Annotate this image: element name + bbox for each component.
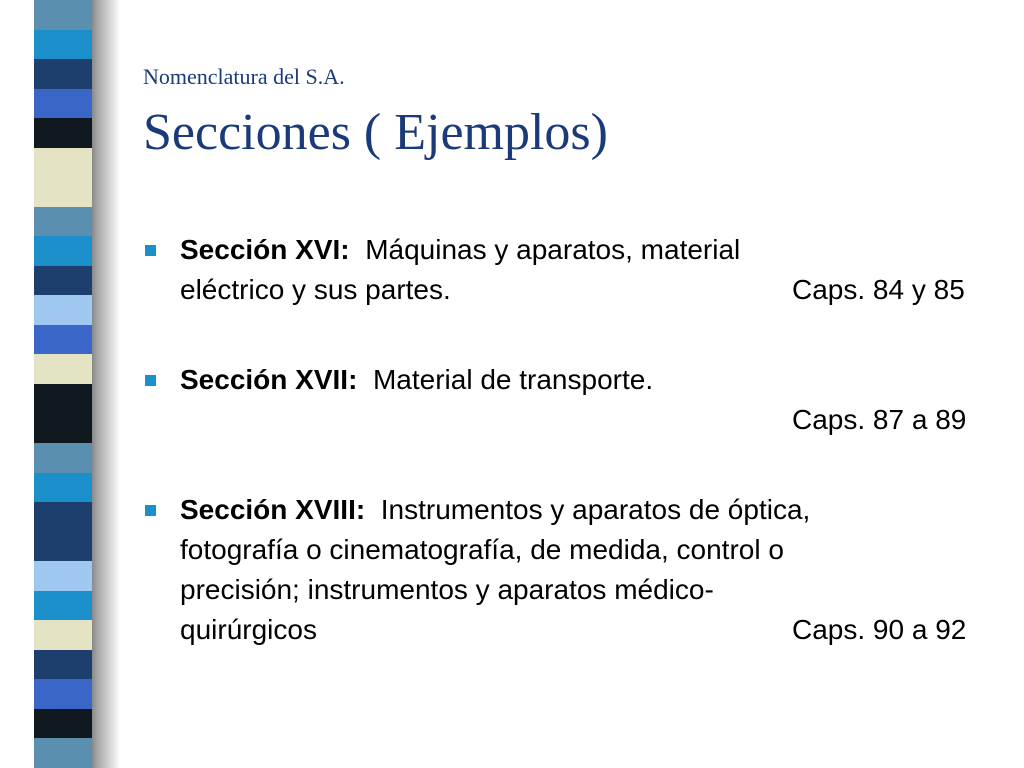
stripe-band [34, 207, 92, 237]
section-label: Sección XVIII: [180, 494, 366, 525]
stripe-band [34, 679, 92, 709]
list-item-section-xviii [145, 490, 995, 650]
stripe-band [34, 266, 92, 296]
stripe-band [34, 473, 92, 503]
section-description: eléctrico y sus partes. [180, 274, 451, 305]
section-description: Máquinas y aparatos, material [365, 234, 741, 265]
square-bullet-icon [145, 375, 156, 386]
stripe-band [34, 502, 92, 532]
stripe-band [34, 650, 92, 680]
stripe-band [34, 295, 92, 325]
stripe-band [34, 177, 92, 207]
stripe-band [34, 532, 92, 562]
stripe-band [34, 0, 92, 30]
stripe-band [34, 384, 92, 414]
list-item-section-xvii [145, 360, 995, 440]
stripe-band [34, 148, 92, 178]
stripe-band [34, 118, 92, 148]
slide-subtitle: Nomenclatura del S.A. [143, 64, 345, 89]
square-bullet-icon [145, 245, 156, 256]
stripe-band [34, 30, 92, 60]
section-description: Instrumentos y aparatos de óptica, [380, 494, 811, 525]
bullet-list [145, 230, 995, 700]
decorative-stripe [34, 0, 92, 768]
stripe-band [34, 236, 92, 266]
chapter-range: Caps. 84 y 85 [792, 274, 965, 305]
stripe-band [34, 738, 92, 768]
stripe-band [34, 354, 92, 384]
slide-title: Secciones ( Ejemplos) [143, 104, 608, 161]
stripe-band [34, 561, 92, 591]
stripe-band [34, 413, 92, 443]
section-description: quirúrgicos [180, 614, 317, 645]
section-description: Material de transporte. [372, 364, 654, 395]
section-description: precisión; instrumentos y aparatos médico- [180, 574, 714, 605]
chapter-range: Caps. 87 a 89 [792, 404, 967, 435]
stripe-band [34, 709, 92, 739]
stripe-band [34, 59, 92, 89]
section-label: Sección XVI: [180, 234, 350, 265]
chapter-range: Caps. 90 a 92 [792, 614, 967, 645]
stripe-band [34, 620, 92, 650]
list-item-section-xvi [145, 230, 995, 310]
stripe-band [34, 325, 92, 355]
square-bullet-icon [145, 505, 156, 516]
section-label: Sección XVII: [180, 364, 358, 395]
stripe-band [34, 591, 92, 621]
stripe-band [34, 443, 92, 473]
stripe-band [34, 89, 92, 119]
section-description: fotografía o cinematografía, de medida, control o [180, 534, 784, 565]
